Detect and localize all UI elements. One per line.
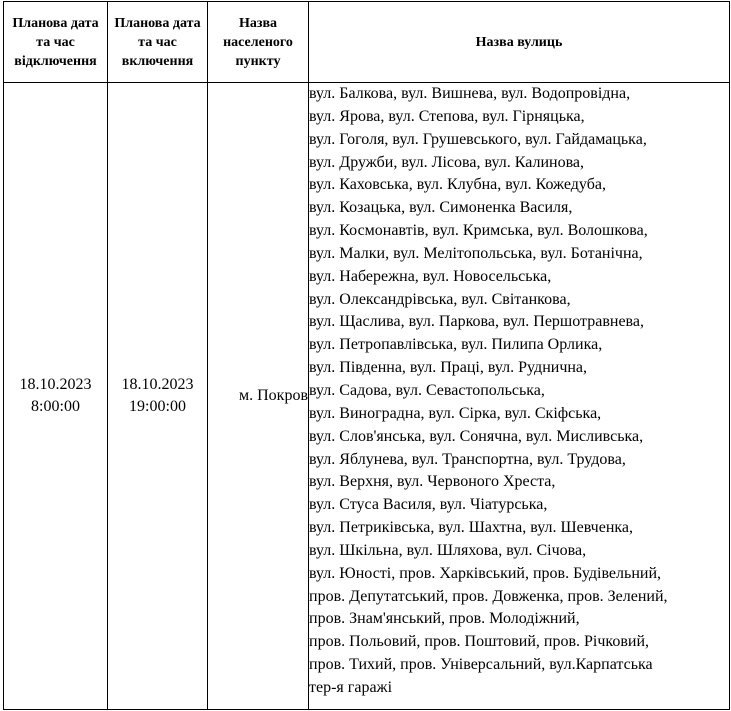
street-line: вул. Набережна, вул. Новосельська, [309,267,552,285]
street-line: вул. Слов'янська, вул. Сонячна, вул. Мисливська, [309,427,644,445]
on-time: 19:00:00 [129,398,186,415]
street-line: вул. Щаслива, вул. Паркова, вул. Першотравнева, [309,313,644,331]
street-line: пров. Тихий, пров. Універсальний, вул.Карпатська [309,656,653,674]
header-locality: Назва населеного пункту [208,2,309,83]
street-line: вул. Виноградна, вул. Сірка, вул. Скіфська, [309,404,602,422]
street-line: вул. Яблунева, вул. Транспортна, вул. Трудова, [309,450,626,468]
header-on-time: Планова дата та час включення [108,2,208,83]
street-line: вул. Садова, вул. Севастопольська, [309,381,545,399]
street-line: вул. Південна, вул. Праці, вул. Руднична, [309,359,588,377]
street-line: пров. Знам'янський, пров. Молодіжний, [309,610,580,628]
header-streets: Назва вулиць [309,2,730,83]
street-line: вул. Дружби, вул. Лісова, вул. Калинова, [309,153,585,171]
street-line: пров. Депутатський, пров. Довженка, пров. Зелений, [309,587,668,605]
off-time: 8:00:00 [31,398,80,415]
street-line: вул. Космонавтів, вул. Кримська, вул. Волошкова, [309,222,648,240]
street-line: вул. Стуса Василя, вул. Чіатурська, [309,496,548,514]
street-line: вул. Козацька, вул. Симоненка Василя, [309,199,573,217]
street-line: вул. Петриківська, вул. Шахтна, вул. Шевченка, [309,519,634,537]
street-line: пров. Польовий, пров. Поштовий, пров. Річковий, [309,633,650,651]
street-line: вул. Шкільна, вул. Шляхова, вул. Січова, [309,541,587,559]
on-date: 18.10.2023 [121,376,194,393]
off-datetime-cell [4,83,108,710]
street-line: вул. Ярова, вул. Степова, вул. Гірняцька, [309,107,585,125]
power-outage-schedule-table [3,1,730,710]
locality-cell: м. Покров [208,83,309,710]
streets-cell [309,83,730,710]
street-line: вул. Олександрівська, вул. Світанкова, [309,290,571,308]
street-line: вул. Каховська, вул. Клубна, вул. Кожедуба, [309,176,606,194]
table-header-row [4,2,730,83]
header-off-time: Планова дата та час відключення [4,2,108,83]
street-line: тер-я гаражі [309,678,393,696]
street-line: вул. Малки, вул. Мелітопольська, вул. Ботанічна, [309,244,643,262]
street-line: вул. Балкова, вул. Вишнева, вул. Водопровідна, [309,85,631,102]
on-datetime-cell [108,83,208,710]
off-date: 18.10.2023 [19,376,92,393]
street-line: вул. Гоголя, вул. Грушевського, вул. Гайдамацька, [309,130,647,148]
street-line: вул. Петропавлівська, вул. Пилипа Орлика, [309,336,603,354]
street-line: вул. Юності, пров. Харківський, пров. Будівельний, [309,564,661,582]
table-row [4,83,730,710]
street-line: вул. Верхня, вул. Червоного Хреста, [309,473,556,491]
